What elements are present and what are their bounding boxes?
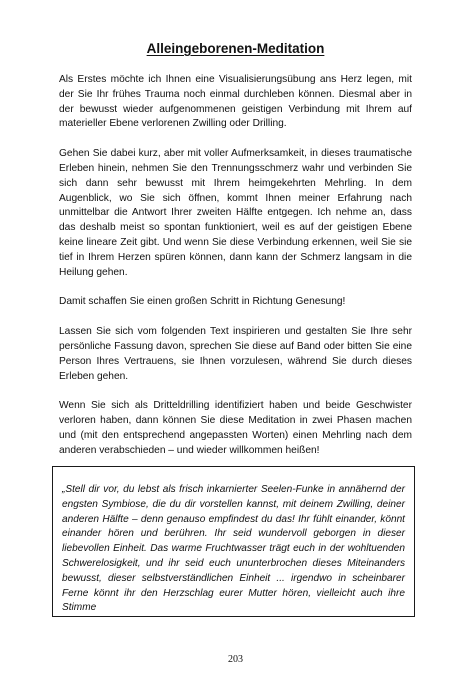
paragraph-trauma: Gehen Sie dabei kurz, aber mit voller Aufmerksamkeit, in dieses traumatische Erleben hinein, nehmen Sie den Trennungsschmerz wahr und verbinden Sie sich dann sehr bewusst mit Ihrem heimgekehrten Mehrling. In dem Augenblick, wo Sie sich öffnen, kommt Ihnen meiner Erfahrung nach unmittelbar die Antwort Ihrer zweiten Hälfte entgegen. Ich nehme an, dass das deshalb meist so spontan funktioniert, weil es auf der geistigen Ebene keine lineare Zeit gibt. Und wenn Sie diese Verbindung erkennen, weil Sie sie tief in Ihrem Herzen spüren können, dann kann der Schmerz langsam in die Heilung gehen.	[59, 148, 412, 278]
page-number: 203	[228, 654, 243, 665]
paragraph-triplets: Wenn Sie sich als Dritteldrilling identifiziert haben und beide Geschwister verloren haben, dann können Sie diese Meditation in zwei Phasen machen und (mit den entsprechend angepassten Worten) einen Mehrling nach dem anderen verabschieden – und wieder willkommen heißen!	[59, 400, 412, 456]
paragraph-healing: Damit schaffen Sie einen großen Schritt in Richtung Genesung!	[59, 296, 346, 308]
meditation-quote-box	[52, 466, 415, 617]
paragraph-instructions: Lassen Sie sich vom folgenden Text inspirieren und gestalten Sie Ihre sehr persönliche Fassung davon, sprechen Sie diese auf Band oder bitten Sie eine Person Ihres Vertrauens, sie Ihnen vorzulesen, während Sie durch dieses Erleben gehen.	[59, 326, 412, 382]
meditation-quote-text: „Stell dir vor, du lebst als frisch inkarnierter Seelen-Funke in annähernd der engsten Symbiose, die du dir vorstellen kannst, mit deinem Zwilling, deiner anderen Hälfte – denn genauso empfindest du das! Ihr fühlt einander, könnt einander hören und berühren. Ihr seid wundervoll geborgen in dieser liebevollen Einheit. Das warme Fruchtwasser trägt euch in der wohltuenden Schwerelosigkeit, und ihr seid euch ununterbrochen dieses Miteinanders bewusst, dieser selbstverständlichen Einheit ... irgendwo in scheinbarer Ferne könnt ihr den Herzschlag eurer Mutter hören, vielleicht auch ihre Stimme	[62, 484, 405, 614]
page-title: Alleingeborenen-Meditation	[146, 41, 325, 56]
paragraph-intro: Als Erstes möchte ich Ihnen eine Visualisierungsübung ans Herz legen, mit der Sie Ihr frühes Trauma noch einmal durchleben können. Diesmal aber in der bewusst wieder aufgenommenen geistigen Verbindung mit Ihrem auf materieller Ebene verlorenen Zwilling oder Drilling.	[59, 74, 412, 130]
body-text	[59, 73, 412, 459]
